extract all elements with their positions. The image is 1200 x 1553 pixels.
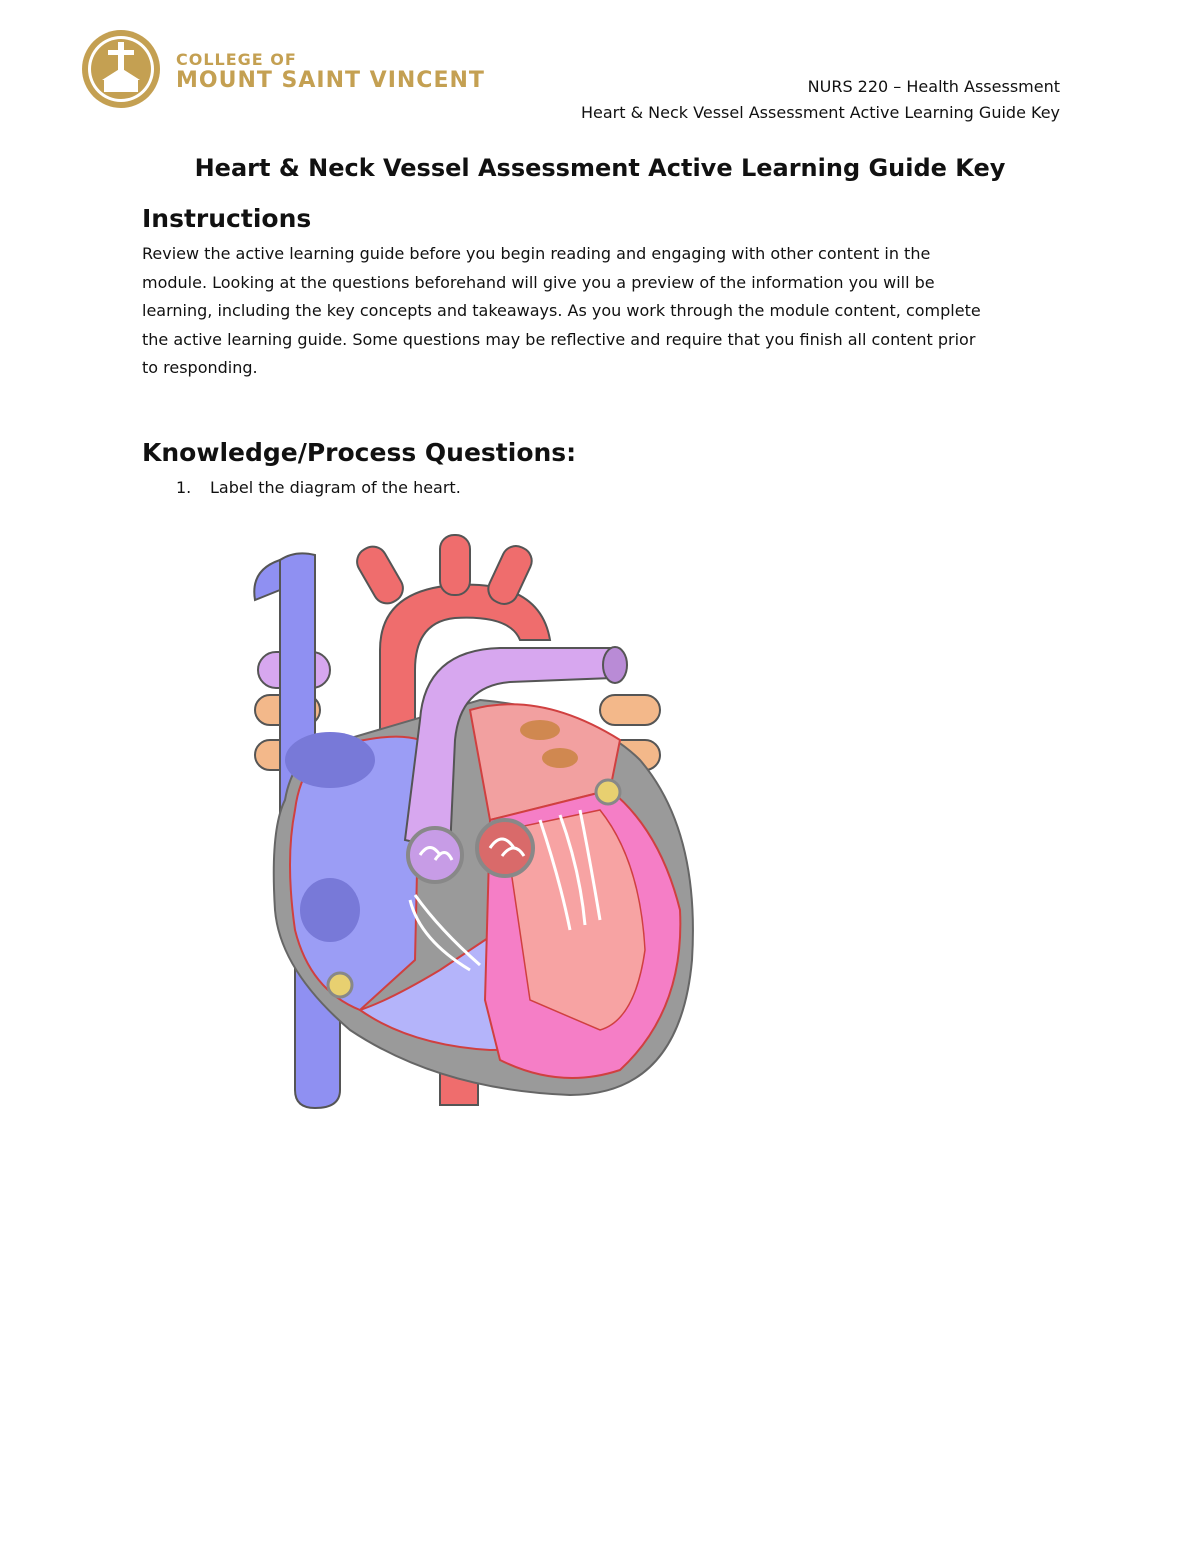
question-1 [176, 478, 461, 497]
question-text: Label the diagram of the heart. [210, 478, 461, 497]
aortic-valve [477, 820, 533, 876]
instructions-line: the active learning guide. Some questions may be reflective and require that you finish all content prior [142, 329, 976, 349]
aortic-branch [440, 535, 470, 595]
valve-opening [520, 720, 560, 740]
instructions-paragraph [142, 240, 1062, 383]
logo-text-college-of: COLLEGE OF [176, 50, 297, 69]
header-course: NURS 220 – Health Assessment [807, 77, 1060, 96]
instructions-line: module. Looking at the questions beforehand will give you a preview of the information you will be [142, 272, 935, 292]
college-logo [80, 28, 520, 120]
instructions-line: learning, including the key concepts and takeaways. As you work through the module content, complete [142, 301, 981, 320]
sa-node [328, 973, 352, 997]
document-title: Heart & Neck Vessel Assessment Active Learning Guide Key [194, 154, 1006, 182]
av-node [596, 780, 620, 804]
aortic-branch [484, 541, 537, 608]
valve-opening [542, 748, 578, 768]
atrium-opening [300, 878, 360, 942]
page-header [581, 74, 1060, 126]
instructions-heading: Instructions [142, 204, 312, 233]
instructions-line: to responding. [142, 358, 258, 377]
aortic-branch [352, 542, 408, 609]
pulmonary-trunk-opening [603, 647, 627, 683]
college-seal-icon [80, 28, 162, 110]
atrium-opening [285, 732, 375, 788]
question-number: 1. [176, 478, 192, 497]
logo-text-name: MOUNT SAINT VINCENT [176, 68, 485, 93]
pulmonary-vein [600, 695, 660, 725]
instructions-line: Review the active learning guide before you begin reading and engaging with other content in the [142, 244, 931, 263]
pulmonary-valve [408, 828, 462, 882]
header-document-name: Heart & Neck Vessel Assessment Active Learning Guide Key [581, 103, 1060, 122]
heart-diagram [240, 530, 700, 1110]
knowledge-heading: Knowledge/Process Questions: [142, 438, 577, 467]
